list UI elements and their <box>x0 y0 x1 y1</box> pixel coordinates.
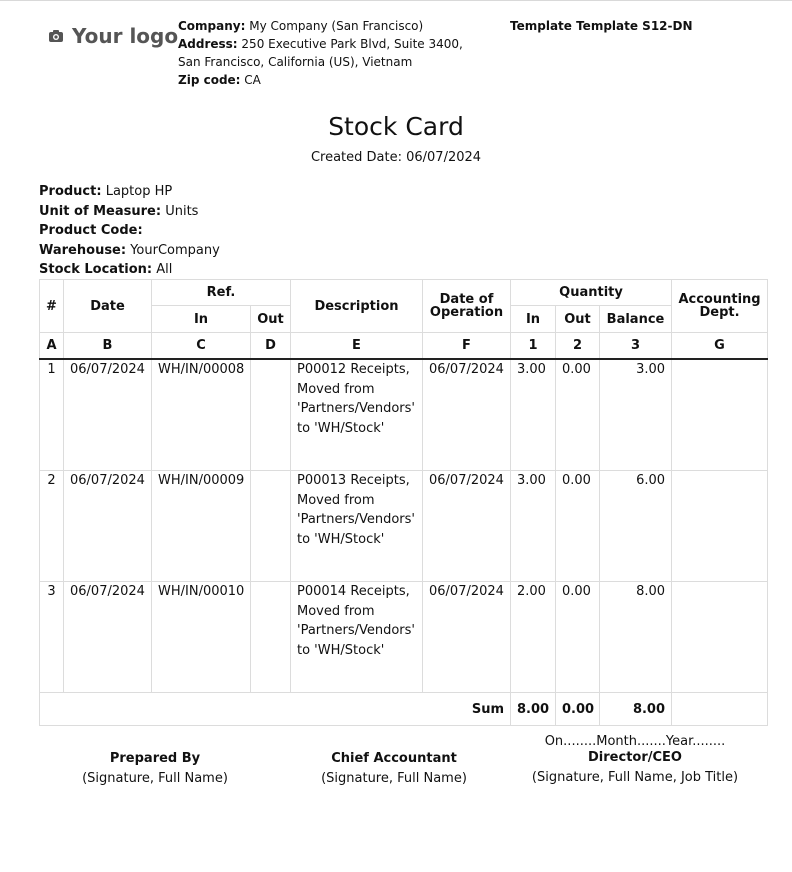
zip-value: CA <box>240 73 261 87</box>
chief-accountant-subtitle: (Signature, Full Name) <box>321 771 467 786</box>
row-accounting <box>672 359 768 471</box>
column-code: A <box>40 333 64 360</box>
product-code-label: Product Code: <box>39 223 143 238</box>
column-code: G <box>672 333 768 360</box>
location-value: All <box>152 262 173 277</box>
row-ref-in: WH/IN/00010 <box>152 582 251 693</box>
header-quantity: Quantity <box>511 280 672 306</box>
product-value: Laptop HP <box>101 184 173 199</box>
column-code: D <box>251 333 291 360</box>
sum-accounting <box>672 693 768 726</box>
table-row <box>40 582 768 693</box>
logo-text: Your logo <box>72 24 179 48</box>
director-title: Director/CEO <box>588 750 682 765</box>
director-block <box>515 734 755 786</box>
row-description: P00014 Receipts, Moved from 'Partners/Vendors' to 'WH/Stock' <box>291 582 423 693</box>
header-ref: Ref. <box>152 280 291 306</box>
column-code: E <box>291 333 423 360</box>
sum-balance: 8.00 <box>600 693 672 726</box>
row-date: 06/07/2024 <box>64 471 152 582</box>
row-date-of-operation: 06/07/2024 <box>423 359 511 471</box>
zip-label: Zip code: <box>178 73 241 87</box>
row-description: P00012 Receipts, Moved from 'Partners/Vendors' to 'WH/Stock' <box>291 359 423 471</box>
table-row <box>40 359 768 471</box>
header-num: # <box>40 280 64 333</box>
page-title: Stock Card <box>328 112 464 141</box>
row-ref-in: WH/IN/00008 <box>152 359 251 471</box>
stock-table <box>39 279 768 726</box>
sum-row <box>40 693 768 726</box>
location-label: Stock Location: <box>39 262 153 277</box>
header-date-of-operation: Date of Operation <box>423 280 511 333</box>
product-label: Product: <box>39 184 102 199</box>
warehouse-value: YourCompany <box>126 242 220 258</box>
row-num: 3 <box>40 582 64 693</box>
header-accounting-dept: Accounting Dept. <box>672 280 768 333</box>
row-balance: 6.00 <box>600 471 672 582</box>
header-ref-in: In <box>152 306 251 333</box>
template-name: Template Template S12-DN <box>510 19 693 33</box>
row-accounting <box>672 471 768 582</box>
sum-qty-out: 0.00 <box>556 693 600 726</box>
row-accounting <box>672 582 768 693</box>
header-description: Description <box>291 280 423 333</box>
camera-icon <box>48 28 64 44</box>
row-date: 06/07/2024 <box>64 582 152 693</box>
column-code: 2 <box>556 333 600 360</box>
warehouse-label: Warehouse: <box>39 242 127 258</box>
row-ref-out <box>251 582 291 693</box>
header-date: Date <box>64 280 152 333</box>
prepared-by-title: Prepared By <box>109 751 201 766</box>
column-code: 1 <box>511 333 556 360</box>
table-row <box>40 471 768 582</box>
row-date-of-operation: 06/07/2024 <box>423 582 511 693</box>
row-num: 1 <box>40 359 64 471</box>
row-num: 2 <box>40 471 64 582</box>
row-date-of-operation: 06/07/2024 <box>423 471 511 582</box>
column-code: B <box>64 333 152 360</box>
row-qty-in: 3.00 <box>511 471 556 582</box>
company-info <box>178 17 478 89</box>
header-qty-out: Out <box>556 306 600 333</box>
address-value: 250 Executive Park Blvd, Suite 3400, San Francisco, California (US), Vietnam <box>178 37 463 69</box>
row-qty-in: 3.00 <box>511 359 556 471</box>
column-code: 3 <box>600 333 672 360</box>
row-balance: 8.00 <box>600 582 672 693</box>
header-ref-out: Out <box>251 306 291 333</box>
header-balance: Balance <box>600 306 672 333</box>
uom-label: Unit of Measure: <box>39 203 162 219</box>
company-label: Company: <box>178 19 246 33</box>
prepared-by-subtitle: (Signature, Full Name) <box>82 771 228 786</box>
address-label: Address: <box>178 37 238 51</box>
row-qty-in: 2.00 <box>511 582 556 693</box>
sum-qty-in: 8.00 <box>511 693 556 726</box>
created-date: Created Date: 06/07/2024 <box>310 150 482 165</box>
date-line: On........Month.......Year........ <box>544 734 726 749</box>
row-qty-out: 0.00 <box>556 359 600 471</box>
director-subtitle: (Signature, Full Name, Job Title) <box>531 770 739 785</box>
company-logo <box>48 24 178 48</box>
product-info <box>39 182 220 280</box>
column-code: C <box>152 333 251 360</box>
sum-label: Sum <box>40 693 511 726</box>
row-qty-out: 0.00 <box>556 582 600 693</box>
uom-value: Units <box>161 203 199 219</box>
row-ref-in: WH/IN/00009 <box>152 471 251 582</box>
row-ref-out <box>251 359 291 471</box>
chief-accountant-title: Chief Accountant <box>331 751 457 766</box>
row-balance: 3.00 <box>600 359 672 471</box>
top-divider <box>0 0 792 1</box>
prepared-by-block <box>55 749 255 789</box>
company-value: My Company (San Francisco) <box>245 19 424 33</box>
row-ref-out <box>251 471 291 582</box>
row-date: 06/07/2024 <box>64 359 152 471</box>
column-code: F <box>423 333 511 360</box>
row-qty-out: 0.00 <box>556 471 600 582</box>
header-qty-in: In <box>511 306 556 333</box>
row-description: P00013 Receipts, Moved from 'Partners/Vendors' to 'WH/Stock' <box>291 471 423 582</box>
chief-accountant-block <box>294 749 494 789</box>
